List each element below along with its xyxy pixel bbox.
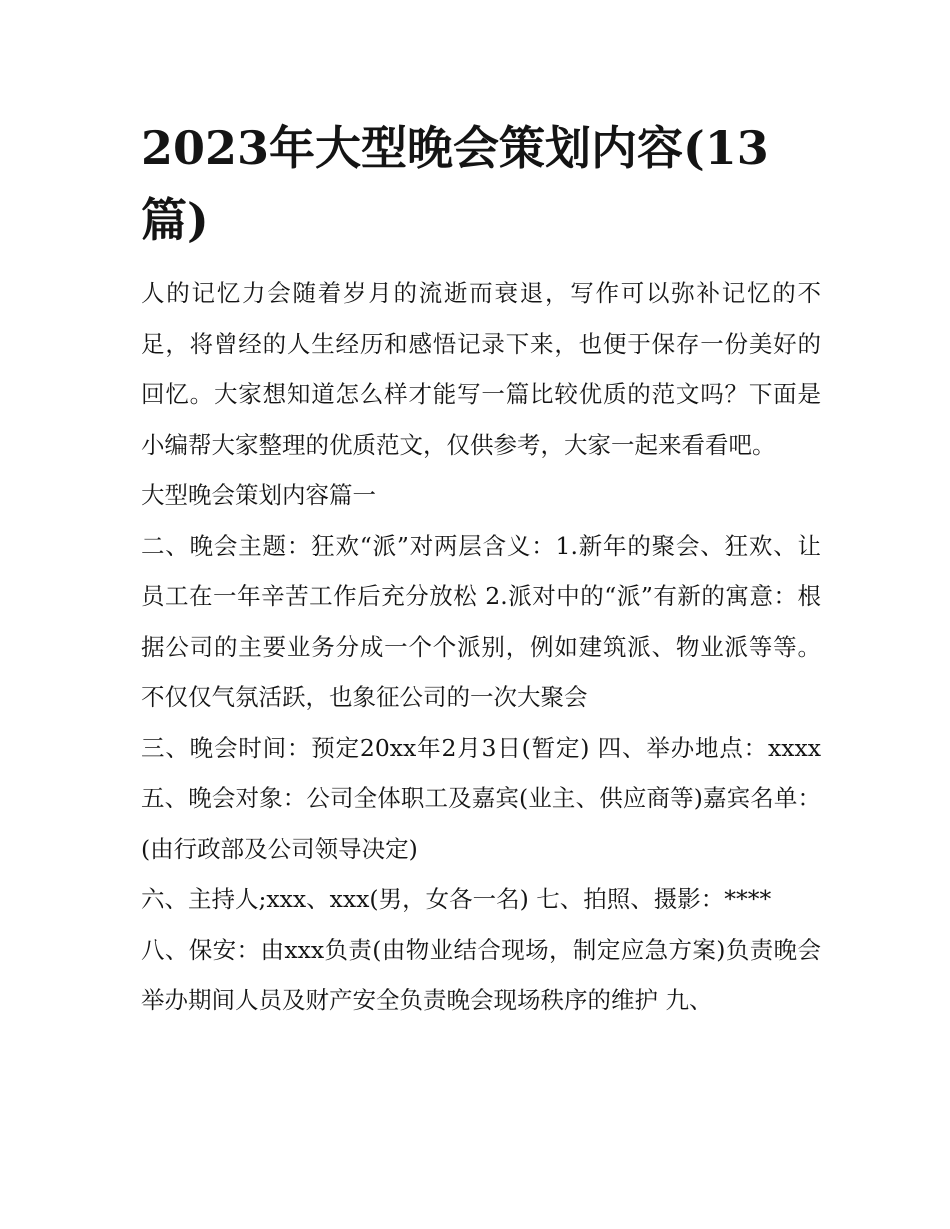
theme-paragraph: 二、晚会主题：狂欢“派”对两层含义：1.新年的聚会、狂欢、让员工在一年辛苦工作后充分放松 2.派对中的“派”有新的寓意：根据公司的主要业务分成一个个派别，例如建筑派、物业派等等。不仅仅气氛活跃，也象征公司的一次大聚会 (141, 531, 821, 711)
section-heading: 大型晚会策划内容篇一 (141, 481, 376, 509)
security-paragraph: 八、保安：由xxx负责(由物业结合现场，制定应急方案)负责晚会举办期间人员及财产安全负责晚会现场秩序的维护 九、 (141, 935, 821, 1014)
intro-paragraph: 人的记忆力会随着岁月的流逝而衰退，写作可以弥补记忆的不足，将曾经的人生经历和感悟记录下来，也便于保存一份美好的回忆。大家想知道怎么样才能写一篇比较优质的范文吗？下面是小编帮大家整理的优质范文，仅供参考，大家一起来看看吧。 (141, 279, 821, 459)
host-photo-paragraph: 六、主持人;xxx、xxx(男，女各一名) 七、拍照、摄影：**** (141, 885, 772, 913)
time-location-paragraph: 三、晚会时间：预定20xx年2月3日(暂定) 四、举办地点：xxxx 五、晚会对象：公司全体职工及嘉宾(业主、供应商等)嘉宾名单：(由行政部及公司领导决定) (141, 733, 821, 863)
document-body (141, 112, 821, 1026)
document-title: 2023年大型晚会策划内容(13篇) (141, 121, 769, 247)
